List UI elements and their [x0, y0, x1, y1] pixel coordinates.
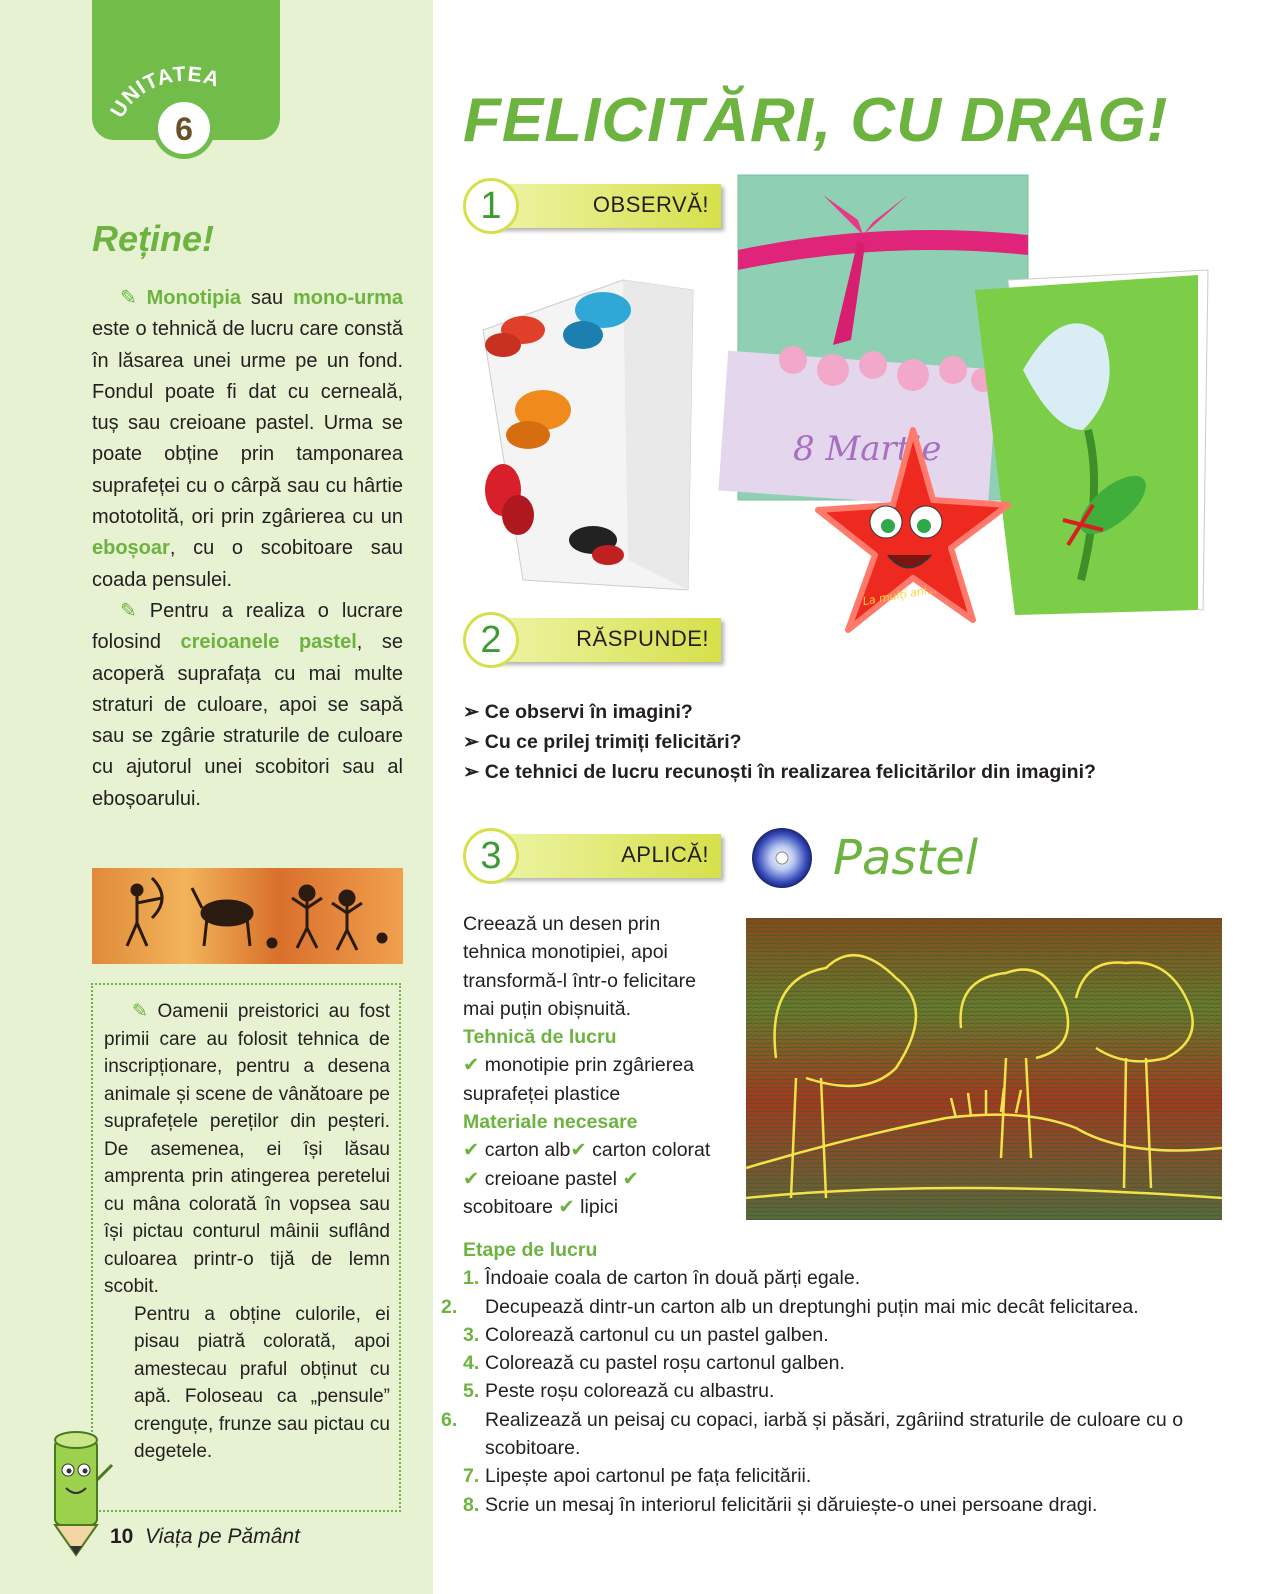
check-icon: ✔	[463, 1054, 480, 1077]
step-label: RĂSPUNDE!	[576, 626, 709, 651]
cd-icon	[750, 826, 814, 890]
book-title: Viața pe Pământ	[145, 1525, 300, 1548]
text-run: este o tehnică de lucru care constă în lăsarea unei urme pe un fond. Fondul poate fi dat cu cerneală, tuș sau creioane pastel. Urma se poate obține prin tamponarea suprafeței cu o cârpă sau cu hârtie mototolită, ori prin zgârierea cu un	[92, 318, 403, 529]
cave-painting-image	[92, 868, 403, 964]
material-item: carton alb	[484, 1139, 571, 1162]
etapa-number: 3.	[463, 1323, 480, 1346]
tehnica-item	[463, 1051, 713, 1108]
page-title: FELICITĂRI, CU DRAG!	[463, 86, 1169, 155]
materiale-list	[463, 1136, 713, 1221]
etapa-text: Colorează cu pastel roșu cartonul galben.	[485, 1352, 845, 1375]
etapa-number: 4.	[463, 1352, 480, 1375]
para-monotipia	[92, 283, 403, 596]
arrow-bullet-icon: ➢	[463, 761, 480, 783]
etape-list	[441, 1236, 1253, 1519]
question-item	[463, 697, 1096, 727]
term-ebosoar: eboșoar	[92, 537, 170, 560]
etapa-text: Realizează un peisaj cu copaci, iarbă și păsări, zgâriind straturile de culoare cu o scobitoare.	[485, 1408, 1184, 1460]
unit-label: UNITATEA	[106, 62, 223, 122]
page-footer	[110, 1525, 300, 1549]
step-number: 2	[463, 612, 519, 668]
etapa-item	[463, 1321, 1253, 1349]
check-icon: ✔	[463, 1167, 480, 1190]
etapa-item	[463, 1462, 1253, 1490]
etapa-number: 7.	[463, 1465, 480, 1488]
etapa-item	[441, 1406, 1253, 1463]
etapa-text: Colorează cartonul cu un pastel galben.	[485, 1323, 829, 1346]
question-text: Cu ce prilej trimiți felicitări?	[484, 731, 742, 753]
unit-number: 6	[153, 97, 215, 159]
tehnica-heading: Tehnică de lucru	[463, 1026, 617, 1049]
box-para-1	[104, 998, 390, 1301]
etapa-text: Peste roșu colorează cu albastru.	[485, 1380, 775, 1403]
task-text: Creează un desen prin tehnica monotipiei, apoi transformă-l într-o felicitare mai puțin obișnuită.	[463, 913, 696, 1020]
step-3	[463, 828, 721, 880]
check-icon: ✔	[463, 1139, 480, 1162]
material-item: creioane pastel	[484, 1167, 618, 1190]
question-text: Ce observi în imagini?	[484, 701, 693, 723]
etapa-item	[463, 1491, 1253, 1519]
check-icon: ✔	[570, 1139, 587, 1162]
quill-pen-icon: ✎	[120, 287, 137, 309]
question-item	[463, 727, 1096, 757]
question-text: Ce tehnici de lucru recunoști în realizarea felicitărilor din imagini?	[484, 761, 1096, 783]
etapa-number: 6.	[441, 1408, 458, 1431]
box-para-1-text: Oamenii preistorici au fost primii care au folosit tehnica de inscripționare, pentru a desena animale și scene de vânătoare pe suprafețele pereților din peșteri. De asemenea, ei își lăsau amprenta prin atingerea peretelui cu mâna colorată în vopsea sau își pictau conturul mâinii suflând culoarea printr-o tijă de lemn scobit.	[104, 1001, 390, 1297]
material-item: lipici	[580, 1195, 619, 1218]
etape-heading: Etape de lucru	[463, 1239, 598, 1261]
text-run: , cu o scobitoare sau coada pensulei.	[92, 537, 403, 591]
step-number: 1	[463, 178, 519, 234]
retine-text	[92, 283, 403, 815]
questions-list	[463, 697, 1096, 787]
material-item: carton colorat	[592, 1139, 711, 1162]
prehistoric-text	[104, 998, 390, 1466]
card-text: 8 Martie	[793, 429, 942, 469]
question-item	[463, 757, 1096, 787]
retine-heading: Reține!	[92, 218, 215, 259]
tehnica-item-text: monotipie prin zgârierea suprafeței plastice	[463, 1054, 694, 1105]
etapa-text: Decupează dintr-un carton alb un dreptunghi puțin mai mic decât felicitarea.	[485, 1295, 1139, 1318]
term-creioane-pastel: creioanele pastel	[180, 631, 357, 654]
etapa-number: 1.	[463, 1267, 480, 1290]
etapa-item	[463, 1377, 1253, 1405]
text-run: sau	[241, 287, 294, 309]
term-monotipia: Monotipia	[146, 287, 242, 309]
etapa-number: 5.	[463, 1380, 480, 1403]
para-pastel	[92, 596, 403, 815]
etapa-item	[441, 1293, 1253, 1321]
step-number: 3	[463, 828, 519, 884]
etapa-item	[463, 1264, 1253, 1292]
box-para-2-text: Pentru a obține culorile, ei pisau piatră colorată, apoi amestecau praful obținut cu apă. Foloseau ca „pensule” crenguțe, frunze sau pictau cu degetele.	[134, 1303, 390, 1462]
quill-pen-icon: ✎	[132, 1001, 148, 1022]
quill-pen-icon: ✎	[120, 599, 137, 622]
etapa-number: 2.	[441, 1295, 458, 1318]
step-label: APLICĂ!	[621, 842, 709, 867]
check-icon: ✔	[558, 1195, 575, 1218]
etapa-number: 8.	[463, 1493, 480, 1516]
arrow-bullet-icon: ➢	[463, 731, 480, 753]
materiale-heading: Materiale necesare	[463, 1111, 638, 1134]
step-label: OBSERVĂ!	[592, 192, 709, 217]
text-run: Pentru a realiza o lucrare folosind	[92, 599, 404, 654]
step-2	[463, 612, 721, 664]
etapa-text: Îndoaie coala de carton în două părți egale.	[485, 1267, 861, 1290]
page-number: 10	[110, 1525, 134, 1548]
box-para-2	[104, 1301, 390, 1466]
material-item: scobitoare	[463, 1195, 553, 1218]
apply-text	[463, 910, 713, 1221]
etapa-text: Lipește apoi cartonul pe fața felicitării.	[485, 1465, 812, 1488]
pastel-heading: Pastel	[833, 830, 979, 886]
check-icon: ✔	[622, 1167, 639, 1190]
etapa-item	[463, 1349, 1253, 1377]
pencil-mascot-icon	[40, 1420, 120, 1560]
star-text: La mulți ani...	[861, 582, 939, 609]
text-run: , se acoperă suprafața cu mai multe straturi de culoare, apoi se sapă sau se zgârie straturile de culoare cu ajutorul unei scobitori sau al eboșoarului.	[92, 631, 403, 810]
term-monourma: mono-urma	[293, 287, 404, 309]
etapa-text: Scrie un mesaj în interiorul felicitării și dăruiește-o unei persoane dragi.	[485, 1493, 1098, 1516]
pastel-drawing-image	[746, 918, 1222, 1220]
arrow-bullet-icon: ➢	[463, 701, 480, 723]
